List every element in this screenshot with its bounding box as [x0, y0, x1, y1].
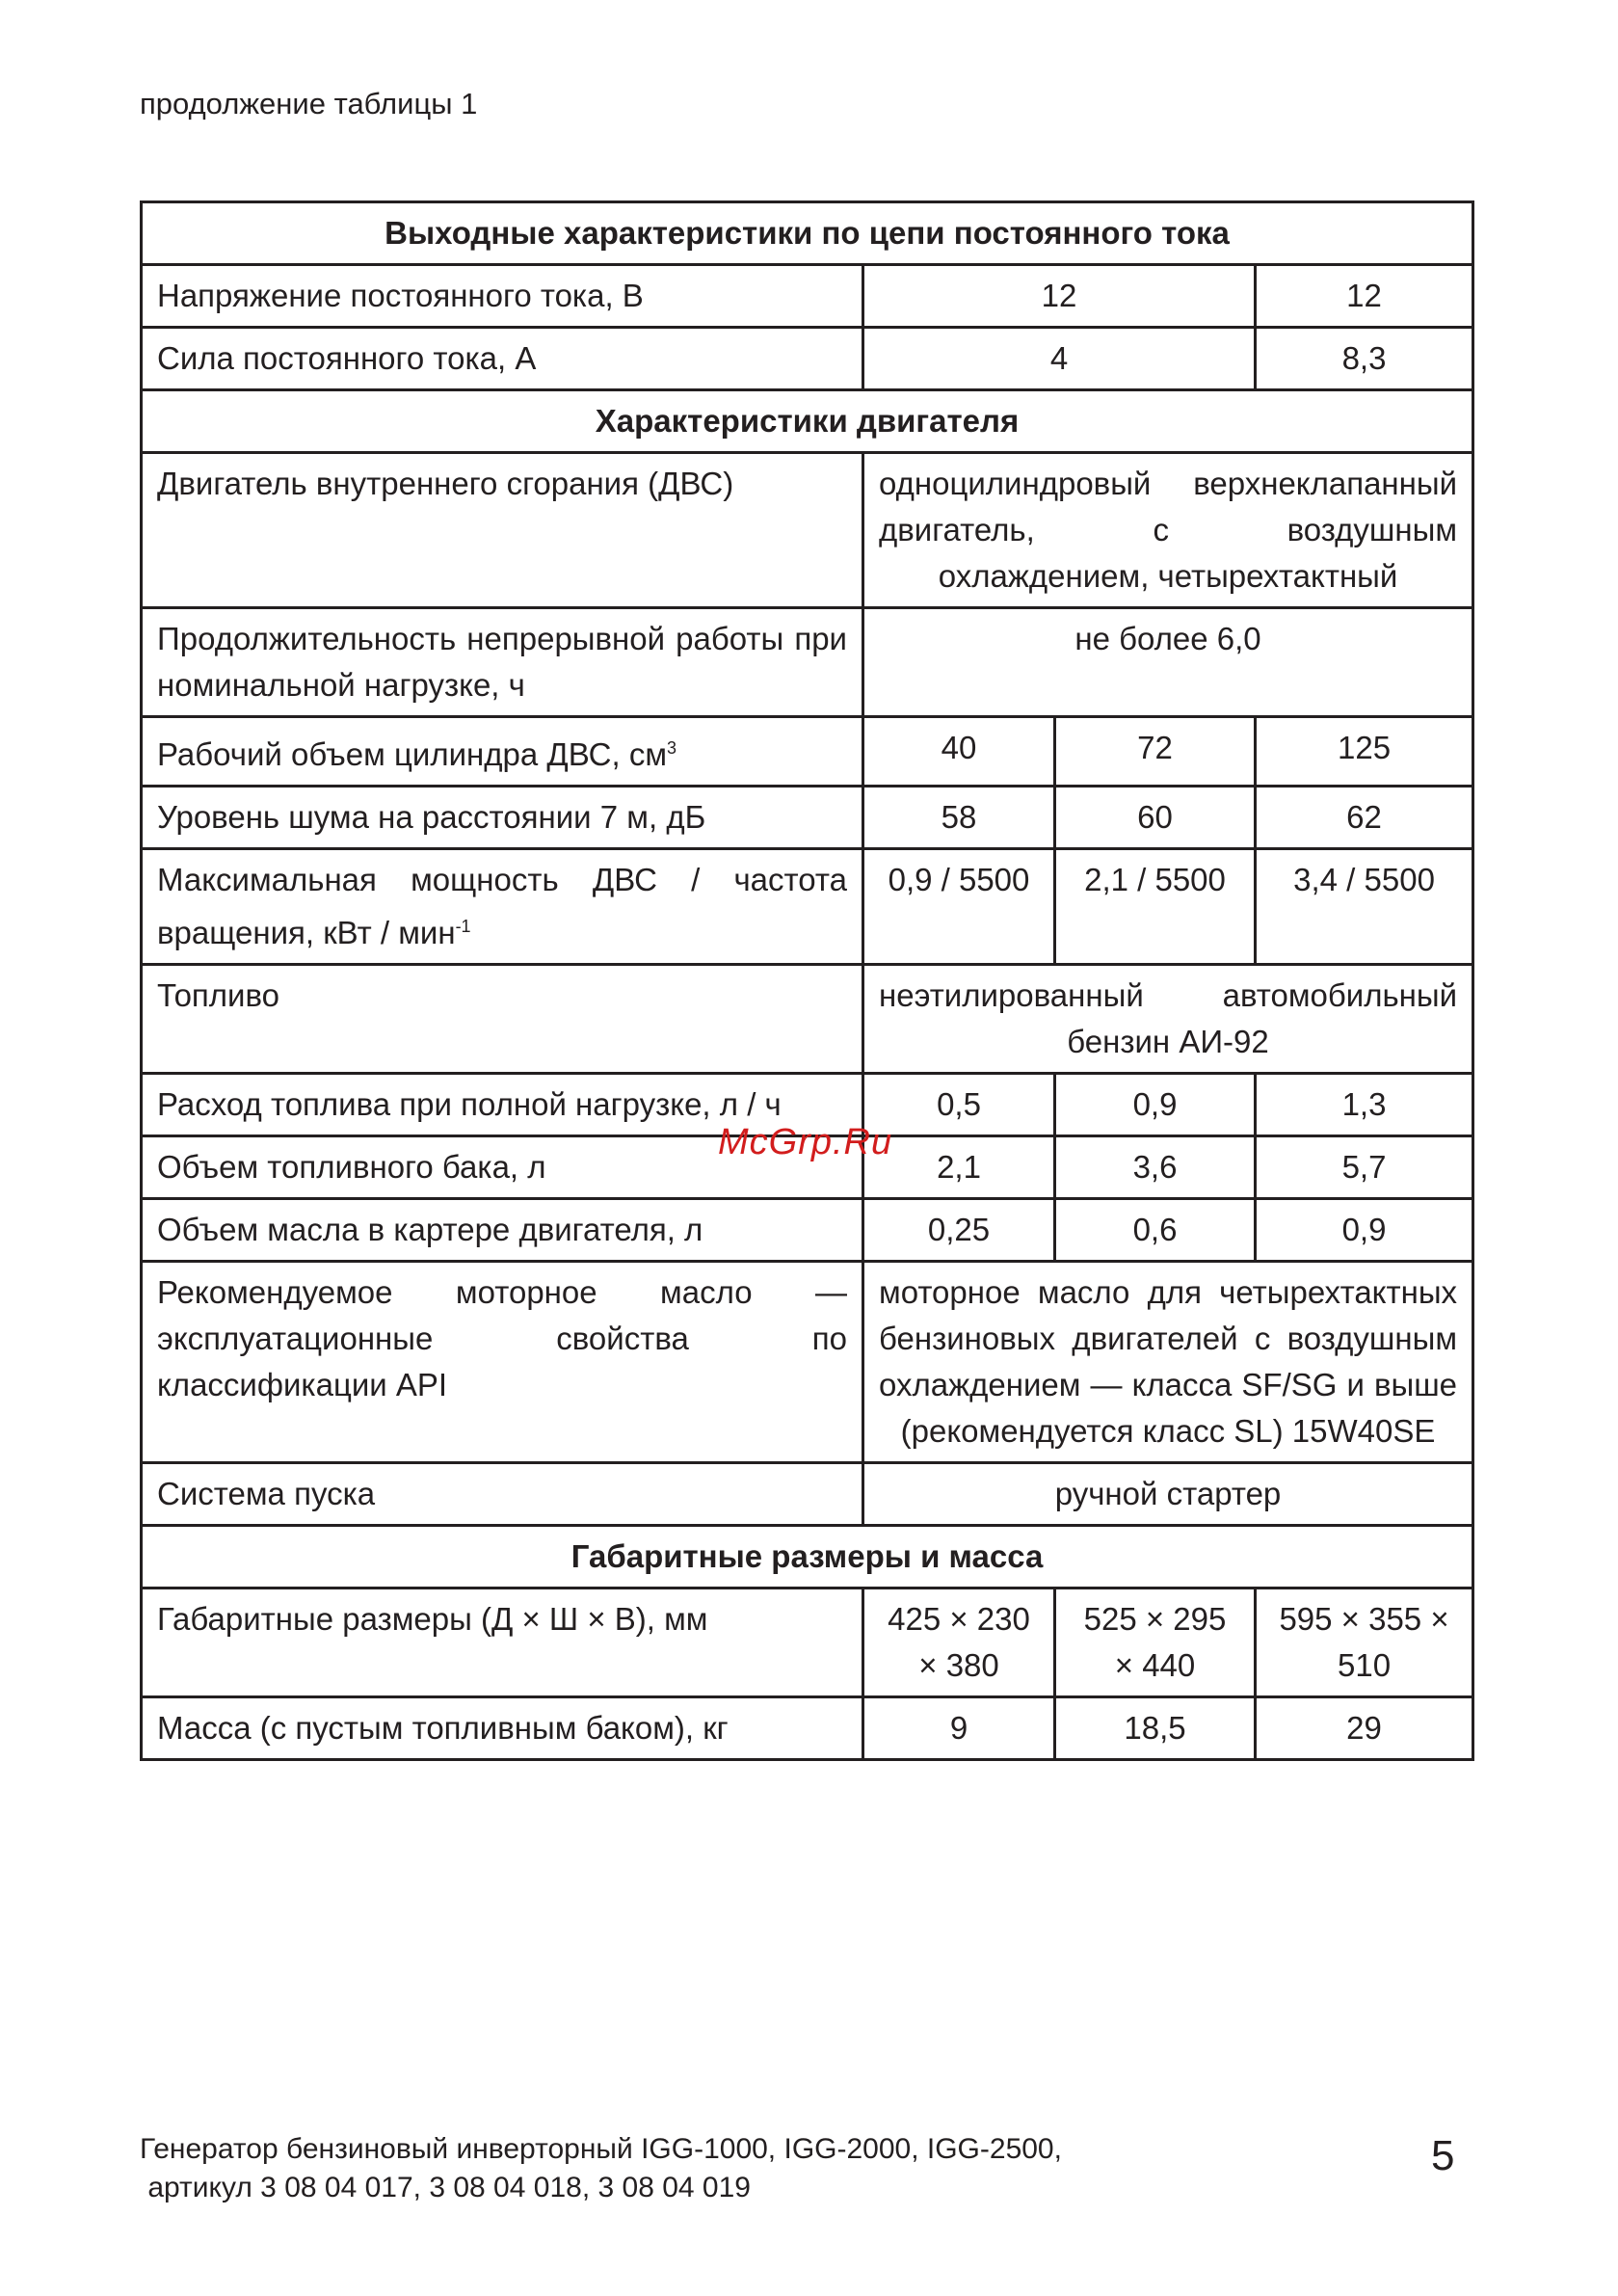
cell-value: 40 — [863, 717, 1055, 787]
table-row — [142, 849, 1473, 965]
table-row — [142, 608, 1473, 717]
row-label: Масса (с пустым топливным баком), кг — [142, 1697, 863, 1760]
row-label: Расход топлива при полной нагрузке, л / ч — [142, 1074, 863, 1136]
row-label: Система пуска — [142, 1463, 863, 1526]
row-label: Сила постоянного тока, А — [142, 328, 863, 390]
cell-value: 3,4 / 5500 — [1256, 849, 1473, 965]
label-text: Рабочий объем цилиндра ДВС, см — [157, 736, 668, 772]
cell-value: 8,3 — [1256, 328, 1473, 390]
cell-value: 18,5 — [1055, 1697, 1256, 1760]
cell-value: 12 — [1256, 265, 1473, 328]
cell-value: 125 — [1256, 717, 1473, 787]
cell-value: 0,9 — [1055, 1074, 1256, 1136]
cell-value: 0,9 — [1256, 1199, 1473, 1262]
table-row — [142, 1199, 1473, 1262]
section-header-row — [142, 1526, 1473, 1589]
row-label: Объем топливного бака, л — [142, 1136, 863, 1199]
section-header-row — [142, 390, 1473, 453]
cell-value: 12 — [863, 265, 1256, 328]
cell-value: моторное масло для четырехтактных бензиновых двигателей с воздушным охлаждением — класса SF/SG и выше (рекомендуется класс SL) 15W40SE — [863, 1262, 1473, 1463]
spec-table — [140, 200, 1474, 1761]
unit-superscript: 3 — [667, 738, 677, 758]
cell-value: 60 — [1055, 787, 1256, 849]
cell-value: 2,1 — [863, 1136, 1055, 1199]
cell-value: 5,7 — [1256, 1136, 1473, 1199]
cell-value: не более 6,0 — [863, 608, 1473, 717]
table-row — [142, 1463, 1473, 1526]
row-label — [142, 717, 863, 787]
section-header-row — [142, 202, 1473, 265]
cell-value: 595 × 355 × 510 — [1256, 1589, 1473, 1697]
cell-value: 4 — [863, 328, 1256, 390]
row-label: Рекомендуемое моторное масло — эксплуатационные свойства по классификации API — [142, 1262, 863, 1463]
table-row — [142, 453, 1473, 608]
label-text: Максимальная мощность ДВС / частота вращения, кВт / мин — [157, 862, 847, 950]
page-number: 5 — [1431, 2132, 1455, 2179]
cell-value: 0,5 — [863, 1074, 1055, 1136]
cell-value: 0,6 — [1055, 1199, 1256, 1262]
cell-value: 29 — [1256, 1697, 1473, 1760]
cell-value: 525 × 295 × 440 — [1055, 1589, 1256, 1697]
cell-value: 72 — [1055, 717, 1256, 787]
table-row — [142, 965, 1473, 1074]
cell-value: 2,1 / 5500 — [1055, 849, 1256, 965]
row-label: Напряжение постоянного тока, В — [142, 265, 863, 328]
section-dc-output: Выходные характеристики по цепи постоянного тока — [142, 202, 1473, 265]
row-label: Уровень шума на расстоянии 7 м, дБ — [142, 787, 863, 849]
cell-value: 3,6 — [1055, 1136, 1256, 1199]
cell-value: 0,9 / 5500 — [863, 849, 1055, 965]
unit-superscript: -1 — [455, 917, 471, 936]
table-row — [142, 328, 1473, 390]
footer-line-2: артикул 3 08 04 017, 3 08 04 018, 3 08 04 019 — [140, 2172, 751, 2203]
cell-value: ручной стартер — [863, 1463, 1473, 1526]
section-engine: Характеристики двигателя — [142, 390, 1473, 453]
cell-value: 0,25 — [863, 1199, 1055, 1262]
cell-value: 425 × 230 × 380 — [863, 1589, 1055, 1697]
row-label: Двигатель внутреннего сгорания (ДВС) — [142, 453, 863, 608]
table-row — [142, 265, 1473, 328]
row-label: Продолжительность непрерывной работы при номинальной нагрузке, ч — [142, 608, 863, 717]
row-label: Габаритные размеры (Д × Ш × В), мм — [142, 1589, 863, 1697]
footer-line-1: Генератор бензиновый инверторный IGG-1000, IGG-2000, IGG-2500, — [140, 2133, 1062, 2165]
table-continuation-caption: продолжение таблицы 1 — [140, 87, 478, 120]
cell-value: 9 — [863, 1697, 1055, 1760]
cell-value: 58 — [863, 787, 1055, 849]
table-row — [142, 787, 1473, 849]
table-row — [142, 1262, 1473, 1463]
table-row — [142, 717, 1473, 787]
row-label: Топливо — [142, 965, 863, 1074]
row-label: Объем масла в картере двигателя, л — [142, 1199, 863, 1262]
table-row — [142, 1589, 1473, 1697]
watermark-link[interactable]: McGrp.Ru — [718, 1122, 893, 1162]
table-row — [142, 1697, 1473, 1760]
footer-text — [140, 2130, 1062, 2207]
cell-value: 1,3 — [1256, 1074, 1473, 1136]
cell-value: 62 — [1256, 787, 1473, 849]
row-label — [142, 849, 863, 965]
cell-value: одноцилиндровый верхнеклапанный двигатель, с воздушным охлаждением, четырехтактный — [863, 453, 1473, 608]
cell-value: неэтилированный автомобильный бензин АИ-92 — [863, 965, 1473, 1074]
section-dimensions: Габаритные размеры и масса — [142, 1526, 1473, 1589]
